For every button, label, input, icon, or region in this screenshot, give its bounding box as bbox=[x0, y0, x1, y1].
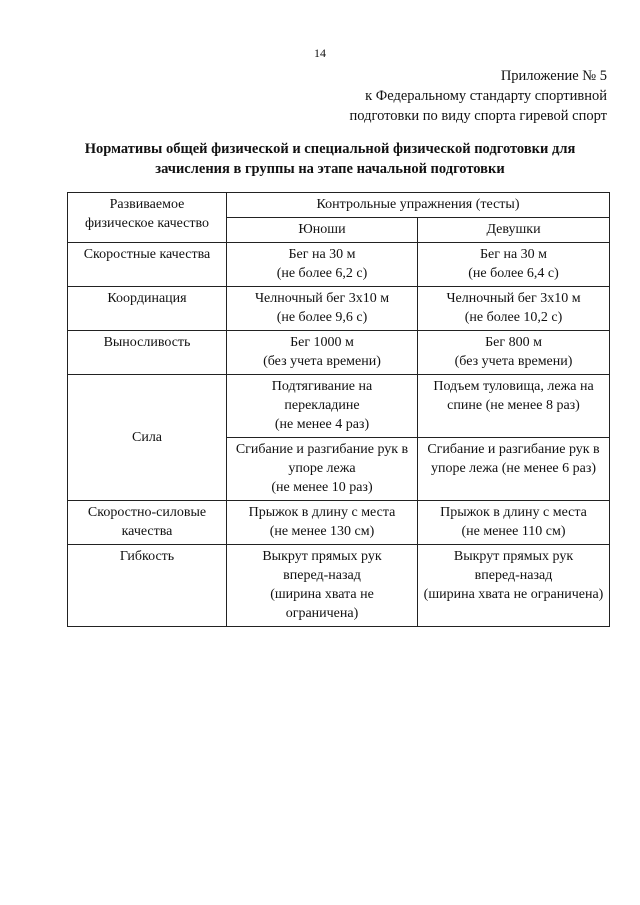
cell-line: (не менее 10 раз) bbox=[271, 480, 373, 495]
cell-line: вперед-назад bbox=[283, 568, 361, 583]
document-title bbox=[80, 139, 580, 179]
cell-line: Прыжок в длину с места bbox=[248, 505, 396, 520]
cell-boys bbox=[227, 438, 418, 501]
cell-line: (ширина хвата не bbox=[270, 587, 374, 602]
cell-line: Выкрут прямых рук bbox=[453, 549, 574, 564]
cell-boys bbox=[227, 287, 418, 331]
cell-girls bbox=[418, 243, 610, 287]
appendix-number: Приложение № 5 bbox=[500, 68, 607, 84]
cell-line: спине (не менее 8 раз) bbox=[447, 398, 580, 413]
cell-boys bbox=[227, 331, 418, 375]
title-line-2: зачисления в группы на этапе начальной подготовки bbox=[155, 161, 505, 177]
cell-line: (не менее 110 см) bbox=[461, 524, 566, 539]
cell-line: Челночный бег 3х10 м bbox=[446, 291, 581, 306]
cell-line: Подтягивание на bbox=[271, 379, 373, 394]
cell-line: Бег 1000 м bbox=[290, 335, 354, 350]
cell-quality bbox=[68, 501, 227, 545]
cell-line: (не более 6,4 с) bbox=[468, 266, 559, 281]
cell-line: Скоростные качества bbox=[83, 247, 211, 262]
cell-girls bbox=[418, 375, 610, 438]
cell-line: Координация bbox=[107, 291, 187, 306]
table-row bbox=[68, 287, 610, 331]
cell-girls bbox=[418, 287, 610, 331]
cell-line: Бег на 30 м bbox=[288, 247, 356, 262]
cell-quality bbox=[68, 375, 227, 501]
cell-line: (не менее 130 см) bbox=[269, 524, 375, 539]
cell-line: Сгибание и разгибание рук в bbox=[427, 442, 600, 457]
cell-line: упоре лежа (не менее 6 раз) bbox=[430, 461, 597, 476]
cell-quality bbox=[68, 545, 227, 627]
cell-line: Скоростно-силовые bbox=[87, 505, 207, 520]
cell-quality bbox=[68, 287, 227, 331]
header-quality bbox=[68, 193, 227, 243]
cell-line: Сгибание и разгибание рук в bbox=[235, 442, 409, 457]
cell-girls bbox=[418, 545, 610, 627]
cell-line: Бег на 30 м bbox=[479, 247, 548, 262]
header-boys: Юноши bbox=[227, 218, 418, 243]
cell-line: Сила bbox=[131, 429, 163, 445]
header-girls: Девушки bbox=[418, 218, 610, 243]
cell-boys bbox=[227, 545, 418, 627]
header-quality-line: Развиваемое bbox=[109, 197, 185, 212]
cell-girls bbox=[418, 331, 610, 375]
table-row bbox=[68, 243, 610, 287]
cell-line: Прыжок в длину с места bbox=[440, 505, 587, 520]
cell-line: вперед-назад bbox=[474, 568, 553, 583]
cell-line: ограничена) bbox=[285, 606, 359, 621]
table-row bbox=[68, 501, 610, 545]
cell-line: Бег 800 м bbox=[485, 335, 542, 350]
norms-table bbox=[67, 192, 610, 627]
cell-girls bbox=[418, 438, 610, 501]
cell-boys bbox=[227, 375, 418, 438]
cell-line: (не более 6,2 с) bbox=[276, 266, 368, 281]
cell-line: Подъем туловища, лежа на bbox=[433, 379, 594, 394]
appendix-heading bbox=[350, 66, 607, 126]
cell-line: (без учета времени) bbox=[454, 354, 573, 369]
cell-line: (ширина хвата не ограничена) bbox=[423, 587, 604, 602]
cell-line: Челночный бег 3х10 м bbox=[254, 291, 390, 306]
table-row bbox=[68, 375, 610, 438]
cell-quality bbox=[68, 331, 227, 375]
cell-line: (не менее 4 раз) bbox=[274, 417, 370, 432]
page-number: 14 bbox=[314, 46, 326, 60]
cell-line: (не более 10,2 с) bbox=[464, 310, 563, 325]
table-row bbox=[68, 331, 610, 375]
table-row bbox=[68, 545, 610, 627]
cell-quality bbox=[68, 243, 227, 287]
cell-boys bbox=[227, 501, 418, 545]
cell-girls bbox=[418, 501, 610, 545]
cell-line: качества bbox=[121, 524, 173, 539]
cell-line: (без учета времени) bbox=[263, 354, 381, 369]
cell-line: Гибкость bbox=[119, 549, 175, 564]
cell-line: перекладине bbox=[284, 398, 360, 413]
cell-boys bbox=[227, 243, 418, 287]
header-quality-line: физическое качество bbox=[84, 216, 210, 231]
title-line-1: Нормативы общей физической и специальной физической подготовки для bbox=[84, 141, 576, 157]
appendix-sport-line: подготовки по виду спорта гиревой спорт bbox=[349, 108, 607, 124]
cell-line: Выносливость bbox=[103, 335, 191, 350]
cell-line: Выкрут прямых рук bbox=[262, 549, 382, 564]
cell-line: упоре лежа bbox=[288, 461, 356, 476]
table-header-row bbox=[68, 193, 610, 218]
header-tests: Контрольные упражнения (тесты) bbox=[227, 193, 610, 218]
cell-line: (не более 9,6 с) bbox=[276, 310, 368, 325]
appendix-standard-line: к Федеральному стандарту спортивной bbox=[365, 88, 607, 104]
